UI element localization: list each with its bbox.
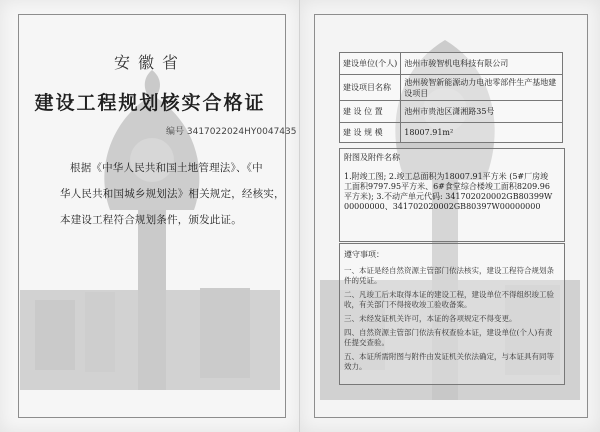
notes-section	[339, 243, 565, 385]
attachments-section	[339, 148, 565, 242]
field-value: 池州骏智新能源动力电池零部件生产基地建设项目	[401, 75, 563, 101]
note-item: 一、本证是经自然资源主管部门依法核实，建设工程符合规划条件的凭证。	[344, 266, 554, 285]
table-row	[340, 53, 563, 75]
body-text-line: 本建设工程符合规划条件，颁发此证。	[60, 214, 242, 226]
notes-title: 遵守事项：	[344, 250, 384, 259]
certificate-details-page	[300, 0, 600, 432]
attachments-title: 附图及附件名称	[344, 153, 400, 162]
field-label: 建设单位(个人)	[340, 53, 401, 75]
body-text-line: 华人民共和国城乡规划法》相关规定，经核实，	[60, 188, 285, 200]
field-label: 建 设 规 模	[340, 123, 401, 143]
table-row	[340, 123, 563, 143]
table-row	[340, 75, 563, 101]
note-item: 四、自然资源主管部门依法有权查验本证，建设单位(个人)有责任提交查验。	[344, 328, 553, 347]
certificate-title: 建设工程规划核实合格证	[34, 92, 266, 114]
body-text-line: 根据《中华人民共和国土地管理法》、《中	[70, 162, 263, 174]
note-item: 五、本证所需附图与附件由发证机关依法确定，与本证具有同等效力。	[344, 352, 554, 371]
attachments-text: 1.附竣工图; 2.竣工总面积为18007.91平方米 (5#厂房竣工面积9797.95平方米、6#食堂综合楼竣工面积8209.96平方米); 3.不动产单元代码: 341702020002GB80399W00000000、341702020002GB80397W00000000	[344, 172, 553, 211]
project-info-table	[339, 52, 563, 143]
table-row	[340, 101, 563, 123]
field-label: 建 设 位 置	[340, 101, 401, 123]
note-item: 三、未经发证机关许可，本证的各项规定不得变更。	[344, 314, 517, 323]
field-value: 18007.91m²	[401, 123, 563, 143]
field-value: 池州市贵池区潇湘路35号	[401, 101, 563, 123]
note-item: 二、凡竣工后未取得本证的建设工程，建设单位不得组织竣工验收，有关部门不得接收竣工验收备案。	[344, 290, 554, 309]
province-name: 安徽省	[113, 53, 186, 72]
field-value: 池州市骏智机电科技有限公司	[401, 53, 563, 75]
certificate-number: 编号 3417022024HY0047435	[166, 127, 297, 137]
field-label: 建设项目名称	[340, 75, 401, 101]
